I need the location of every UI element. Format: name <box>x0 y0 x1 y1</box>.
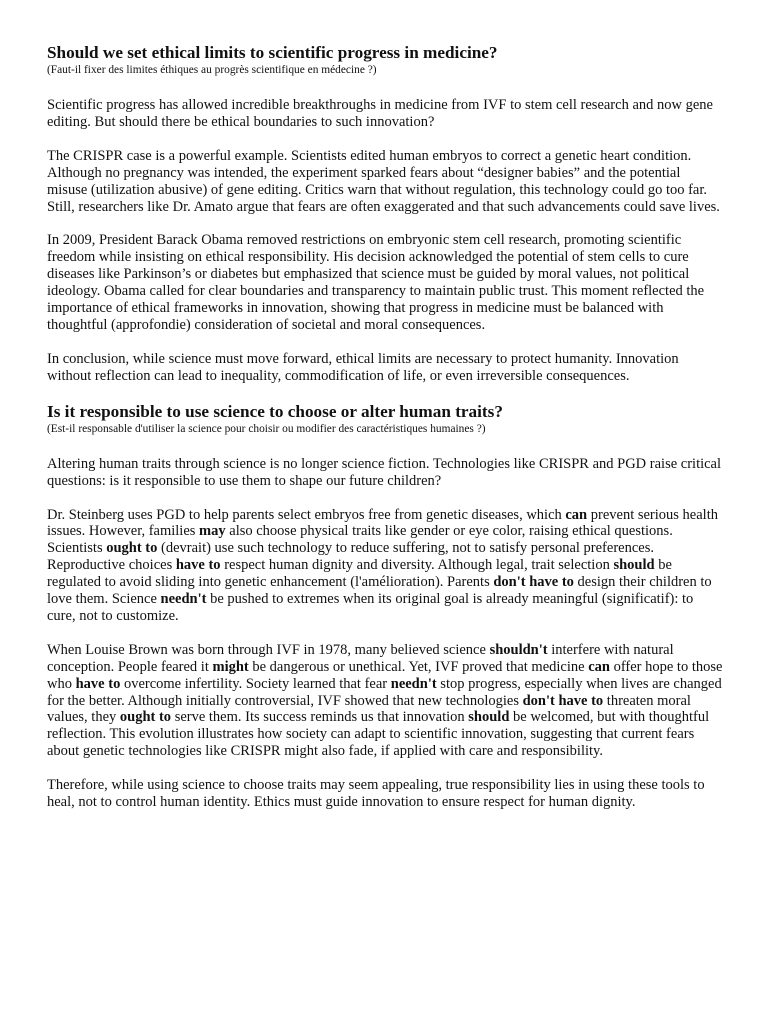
body-paragraph <box>47 148 724 216</box>
paragraph-text: In 2009, President Barack Obama removed restrictions on embryonic stem cell research, promoting scientific freedom while insisting on ethical responsibility. His decision acknowledged the potential of stem cells to cure diseases like Parkinson’s or diabetes but emphasized that science must be guided by moral values, not political ideology. Obama called for clear boundaries and transparency to maintain public trust. This moment reflected the importance of ethical frameworks in innovation, showing that progress in medicine must be balanced with thoughtful (approfondie) consideration of societal and moral consequences. <box>47 232 705 333</box>
paragraph-text: overcome infertility. Society learned that fear <box>120 675 391 692</box>
paragraph-text: threaten moral values, they <box>47 692 691 726</box>
section-body <box>47 97 724 385</box>
paragraph-text: be welcomed, but with thoughtful reflection. This evolution illustrates how society can adapt to scientific innovation, suggesting that current fears about genetic technologies like CRISPR might also fade, if applied with care and responsibility. <box>47 709 710 760</box>
section-title: Is it responsible to use science to choose or alter human traits? <box>47 401 503 421</box>
emphasized-modal: don't have to <box>522 692 604 709</box>
paragraph-text: be regulated to avoid sliding into genetic enhancement (l'amélioration). Parents <box>47 557 672 591</box>
paragraph-text: serve them. Its success reminds us that innovation <box>171 709 469 726</box>
body-paragraph <box>47 97 724 131</box>
section-title: Should we set ethical limits to scientific progress in medicine? <box>47 43 498 62</box>
body-paragraph <box>47 777 724 811</box>
emphasized-modal: ought to <box>119 709 172 726</box>
emphasized-modal: can <box>565 506 588 523</box>
paragraph-text: be dangerous or unethical. Yet, IVF proved that medicine <box>248 658 589 675</box>
paragraph-text: Dr. Steinberg uses PGD to help parents select embryos free from genetic diseases, which <box>47 506 566 523</box>
paragraph-text: interfere with natural conception. People feared it <box>47 641 674 675</box>
emphasized-modal: ought to <box>106 540 158 557</box>
emphasized-modal: needn't <box>390 675 437 692</box>
paragraph-text: stop progress, especially when lives are changed for the better. Although initially controversial, IVF showed that new technologies <box>47 675 722 709</box>
paragraph-text: (devrait) use such technology to reduce suffering, not to satisfy personal preferences. Reproductive choices <box>47 540 654 574</box>
paragraph-text: offer hope to those who <box>47 658 723 692</box>
emphasized-modal: may <box>199 523 226 540</box>
paragraph-text: Scientific progress has allowed incredible breakthroughs in medicine from IVF to stem cell research and now gene editing. But should there be ethical boundaries to such innovation? <box>47 97 713 130</box>
emphasized-modal: should <box>468 709 510 726</box>
paragraph-text: Altering human traits through science is no longer science fiction. Technologies like CRISPR and PGD raise critical questions: is it responsible to use them to shape our future children? <box>47 455 722 489</box>
emphasized-modal: needn't <box>160 591 207 608</box>
emphasized-modal: shouldn't <box>489 641 548 658</box>
emphasized-modal: have to <box>75 675 121 692</box>
body-paragraph <box>47 507 724 625</box>
section-subtitle: (Est-il responsable d'utiliser la science pour choisir ou modifier des caractéristiques humaines ?) <box>47 422 486 435</box>
paragraph-text: Therefore, while using science to choose traits may seem appealing, true responsibility lies in using these tools to heal, not to control human identity. Ethics must guide innovation to ensure respect for human dignity. <box>47 777 705 811</box>
paragraph-text: In conclusion, while science must move forward, ethical limits are necessary to protect humanity. Innovation without reflection can lead to inequality, commodification of life, or even irreversible consequences. <box>47 350 679 384</box>
emphasized-modal: might <box>212 658 249 675</box>
body-paragraph <box>47 642 724 760</box>
emphasized-modal: have to <box>175 557 221 574</box>
body-paragraph <box>47 351 724 385</box>
paragraph-text: The CRISPR case is a powerful example. Scientists edited human embryos to correct a genetic heart condition. Although no pregnancy was intended, the experiment sparked fears about “designer babies” and the potential misuse (utilization abusive) of gene editing. Critics warn that without regulation, this technology could go too far. Still, researchers like Dr. Amato argue that fears are often exaggerated and that such advancements could save lives. <box>47 147 720 215</box>
paragraph-text: prevent serious health issues. However, families <box>47 506 718 540</box>
body-paragraph <box>47 232 724 333</box>
paragraph-text: When Louise Brown was born through IVF in 1978, many believed science <box>47 641 490 658</box>
emphasized-modal: should <box>613 557 655 574</box>
paragraph-text: design their children to love them. Science <box>47 574 712 608</box>
body-paragraph <box>47 456 724 490</box>
emphasized-modal: can <box>588 658 610 675</box>
paragraph-text: respect human dignity and diversity. Although legal, trait selection <box>220 557 614 574</box>
section-body <box>47 456 724 811</box>
section-ethical-limits <box>47 43 724 385</box>
paragraph-text: also choose physical traits like gender or eye color, raising ethical questions. Scientists <box>47 523 673 557</box>
section-human-traits <box>47 402 724 811</box>
emphasized-modal: don't have to <box>493 574 574 591</box>
paragraph-text: be pushed to extremes when its original goal is already meaningful (significatif): to cure, not to customize. <box>47 591 694 624</box>
section-subtitle: (Faut-il fixer des limites éthiques au progrès scientifique en médecine ?) <box>47 64 377 76</box>
